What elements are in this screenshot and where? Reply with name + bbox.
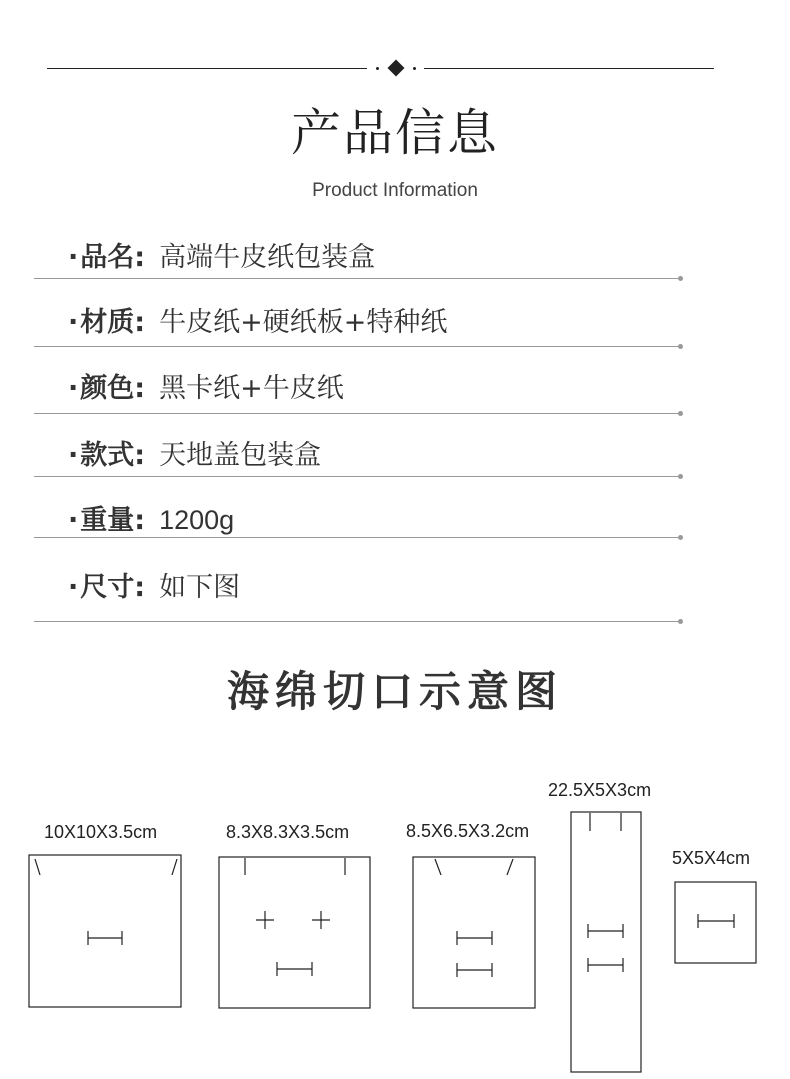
- info-label: 款式:: [80, 440, 146, 471]
- box-4-slot-2: [588, 958, 623, 972]
- row-divider-dot: [678, 474, 683, 479]
- box-2-outline: [219, 857, 370, 1008]
- box-4-outline: [571, 812, 641, 1072]
- box-size-label-5: 5X5X4cm: [672, 848, 751, 868]
- page-subtitle: Product Information: [312, 180, 478, 201]
- box-2-slot-1: [277, 962, 312, 976]
- row-divider: [34, 413, 680, 414]
- info-row-style: [68, 436, 321, 476]
- info-value: 如下图: [159, 572, 241, 603]
- info-label: 品名:: [80, 242, 146, 273]
- row-divider: [34, 476, 680, 477]
- row-divider-dot: [678, 535, 683, 540]
- box-2-cross-left: [256, 911, 274, 929]
- header-dot-right: [413, 67, 416, 70]
- bullet: ·: [68, 242, 79, 273]
- bullet: ·: [68, 440, 79, 471]
- info-row-weight: [68, 500, 234, 540]
- row-divider: [34, 278, 680, 279]
- box-2-cross-right: [312, 911, 330, 929]
- row-divider-dot: [678, 411, 683, 416]
- info-value: 牛皮纸+硬纸板+特种纸: [159, 307, 448, 338]
- box-4-slot-1: [588, 924, 623, 938]
- row-divider-dot: [678, 619, 683, 624]
- diamond-icon: [388, 60, 405, 77]
- bullet: ·: [68, 307, 79, 338]
- info-label: 材质:: [80, 307, 146, 338]
- row-divider: [34, 621, 680, 622]
- info-row-size: [68, 568, 240, 608]
- bullet: ·: [68, 572, 79, 603]
- box-5-outline: [675, 882, 756, 963]
- box-size-label-3: 8.5X6.5X3.2cm: [406, 821, 530, 841]
- box-size-label-4: 22.5X5X3cm: [548, 780, 652, 800]
- info-row-color: [68, 369, 344, 409]
- bullet: ·: [68, 505, 79, 536]
- box-1-outline: [29, 855, 181, 1007]
- info-row-name: [68, 238, 375, 278]
- box-3-outline: [413, 857, 535, 1008]
- box-size-label-1: 10X10X3.5cm: [44, 822, 158, 842]
- info-row-material: [68, 303, 447, 343]
- info-label: 尺寸:: [80, 572, 146, 603]
- page-title: 产品信息: [291, 104, 499, 162]
- diagram-title: 海绵切口示意图: [226, 667, 563, 716]
- box-3-slot-2: [457, 963, 492, 977]
- bullet: ·: [68, 373, 79, 404]
- info-value: 天地盖包装盒: [159, 440, 322, 471]
- row-divider: [34, 537, 680, 538]
- info-label: 重量:: [80, 505, 146, 536]
- box-5-slot-1: [698, 914, 734, 928]
- row-divider: [34, 346, 680, 347]
- info-value: 高端牛皮纸包装盒: [159, 242, 376, 273]
- header-rule-left: [47, 68, 367, 69]
- row-divider-dot: [678, 344, 683, 349]
- info-label: 颜色:: [80, 373, 146, 404]
- foam-cut-diagram: [0, 760, 790, 1079]
- box-size-label-2: 8.3X8.3X3.5cm: [226, 822, 350, 842]
- box-3-slot-1: [457, 931, 492, 945]
- info-value: 1200g: [159, 505, 235, 535]
- box-1-slot-1: [88, 931, 122, 945]
- header-dot-left: [376, 67, 379, 70]
- info-value: 黑卡纸+牛皮纸: [159, 373, 344, 404]
- header-rule-right: [424, 68, 714, 69]
- row-divider-dot: [678, 276, 683, 281]
